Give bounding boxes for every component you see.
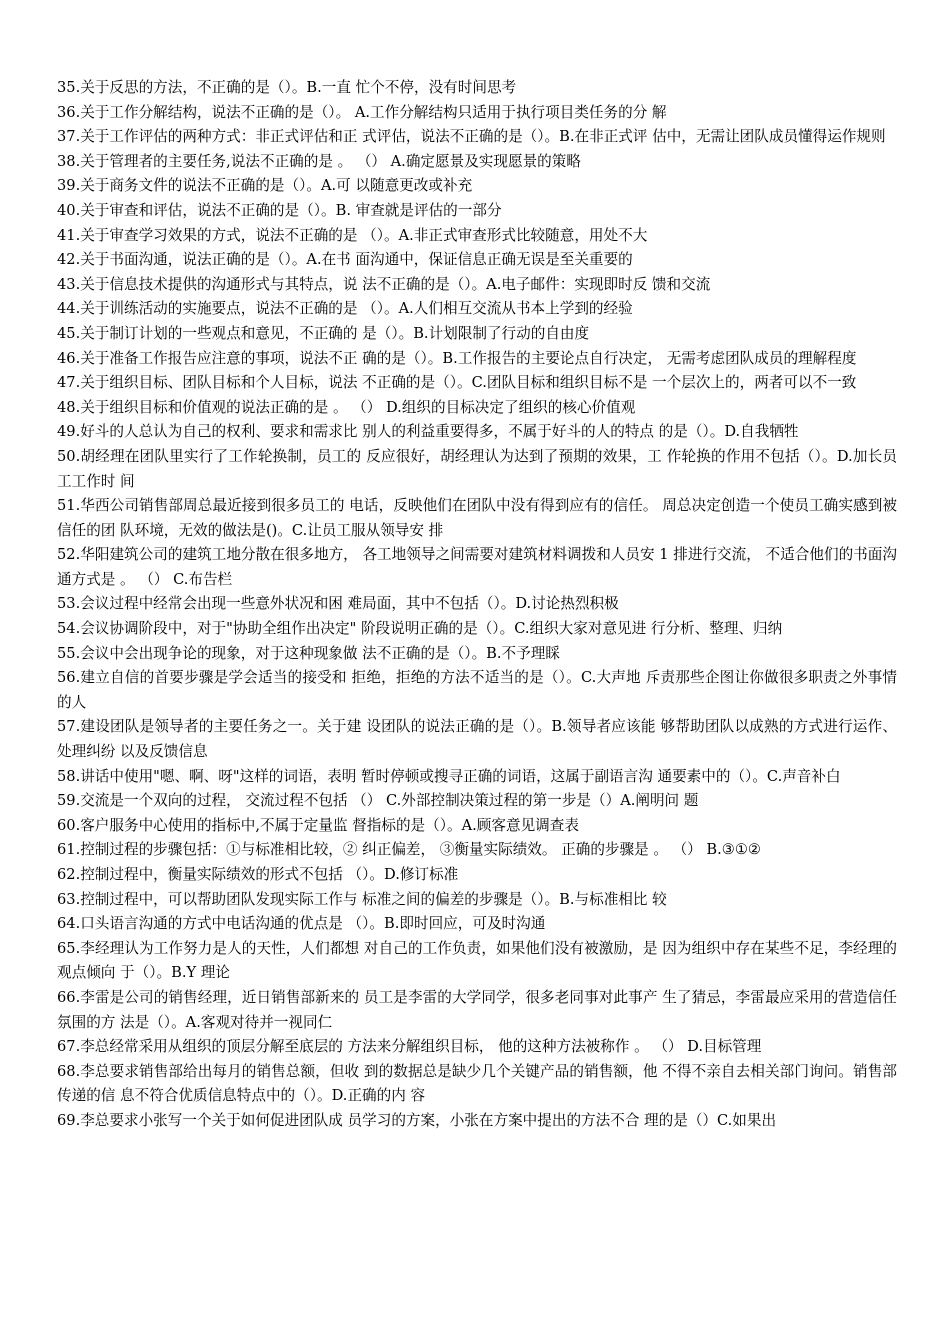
question-list [57,76,897,1134]
question-item: 48.关于组织目标和价值观的说法正确的是 。 （） D.组织的目标决定了组织的核心价值观 [57,398,636,416]
question-item: 45.关于制订计划的一些观点和意见，不正确的 是（）。B.计划限制了行动的自由度 [57,324,590,342]
question-item: 60.客户服务中心使用的指标中,不属于定量监 督指标的是（）。A.顾客意见调查表 [57,816,579,834]
question-item: 35.关于反思的方法，不正确的是（）。B.一直 忙个不停，没有时间思考 [57,79,517,96]
question-item: 62.控制过程中，衡量实际绩效的形式不包括 （）。D.修订标准 [57,866,459,883]
question-item: 44.关于训练活动的实施要点，说法不正确的是 （）。A.人们相互交流从书本上学到的经验 [57,300,633,318]
question-item: 39.关于商务文件的说法不正确的是（）。A.可 以随意更改或补充 [57,177,473,195]
question-item: 40.关于审查和评估，说法不正确的是（）。B. 审查就是评估的一部分 [57,201,502,219]
question-item: 68.李总要求销售部给出每月的销售总额，但收 到的数据总是缺少几个关键产品的销售额，他 不得不亲自去相关部门询问。销售部传递的信 息不符合优质信息特点中的（）。D.正确的内 容 [57,1062,897,1105]
question-item: 66.李雷是公司的销售经理，近日销售部新来的 员工是李雷的大学同学，很多老同事对此事产 生了猜忌，李雷最应采用的营造信任氛围的方 法是（）。A.客观对待并一视同仁 [57,988,897,1031]
question-item: 65.李经理认为工作努力是人的天性，人们都想 对自己的工作负责，如果他们没有被激励，是 因为组织中存在某些不足，李经理的观点倾向 于（）。B.Y 理论 [57,939,897,982]
question-item: 37.关于工作评估的两种方式：非正式评估和正 式评估，说法不正确的是（）。B.在非正式评 估中，无需让团队成员懂得运作规则 [57,128,886,146]
question-item: 36.关于工作分解结构，说法不正确的是（）。 A.工作分解结构只适用于执行项目类任务的分 解 [57,103,667,121]
question-item: 47.关于组织目标、团队目标和个人目标，说法 不正确的是（）。C.团队目标和组织目标不是 一个层次上的，两者可以不一致 [57,374,857,392]
question-item: 64.口头语言沟通的方式中电话沟通的优点是 （）。B.即时回应，可及时沟通 [57,915,546,933]
question-item: 53.会议过程中经常会出现一些意外状况和困 难局面，其中不包括（）。D.讨论热烈积极 [57,595,619,613]
question-item: 58.讲话中使用"嗯、啊、呀"这样的词语，表明 暂时停顿或搜寻正确的词语，这属于副语言沟 通要素中的（）。C.声音补白 [57,767,841,785]
question-item: 69.李总要求小张写一个关于如何促进团队成 员学习的方案，小张在方案中提出的方法不合 理的是（）C.如果出 [57,1111,777,1129]
question-item: 61.控制过程的步骤包括：①与标准相比较，② 纠正偏差， ③衡量实际绩效。 正确的步骤是 。 （） B.③①② [57,841,762,859]
question-item: 54.会议协调阶段中，对于"协助全组作出决定" 阶段说明正确的是（）。C.组织大家对意见进 行分析、整理、归纳 [57,620,783,638]
question-item: 55.会议中会出现争论的现象，对于这种现象做 法不正确的是（）。B.不予理睬 [57,644,560,662]
question-item: 59.交流是一个双向的过程， 交流过程不包括 （） C.外部控制决策过程的第一步是（）A.阐明问 题 [57,792,699,810]
question-item: 67.李总经常采用从组织的顶层分解至底层的 方法来分解组织目标， 他的这种方法被称作 。 （） D.目标管理 [57,1038,762,1056]
question-item: 41.关于审查学习效果的方式，说法不正确的是 （）。A.非正式审查形式比较随意，用处不大 [57,226,648,244]
question-item: 49.好斗的人总认为自己的权利、要求和需求比 别人的利益重要得多，不属于好斗的人的特点 的是（）。D.自我牺牲 [57,423,799,441]
question-item: 46.关于准备工作报告应注意的事项，说法不正 确的是（）。B.工作报告的主要论点自行决定， 无需考虑团队成员的理解程度 [57,349,857,367]
question-item: 42.关于书面沟通，说法正确的是（）。A.在书 面沟通中，保证信息正确无误是至关重要的 [57,251,633,269]
question-item: 43.关于信息技术提供的沟通形式与其特点，说 法不正确的是（）。A.电子邮件：实现即时反 馈和交流 [57,275,711,293]
question-item: 56.建立自信的首要步骤是学会适当的接受和 拒绝，拒绝的方法不适当的是（）。C.大声地 斥责那些企图让你做很多职责之外事情的人 [57,669,897,711]
question-item: 51.华西公司销售部周总最近接到很多员工的 电话，反映他们在团队中没有得到应有的信任。 周总决定创造一个使员工确实感到被信任的团 队环境，无效的做法是()。C.让员工服从领导安 排 [57,497,897,539]
question-item: 52.华阳建筑公司的建筑工地分散在很多地方， 各工地领导之间需要对建筑材料调拨和人员安 1 排进行交流， 不适合他们的书面沟通方式是 。 （） C.布告栏 [57,546,897,588]
question-item: 50.胡经理在团队里实行了工作轮换制，员工的 反应很好，胡经理认为达到了预期的效果，工 作轮换的作用不包括（）。D.加长员工工作时 间 [57,447,897,490]
question-item: 57.建设团队是领导者的主要任务之一。关于建 设团队的说法正确的是（）。B.领导者应该能 够帮助团队以成熟的方式进行运作、处理纠纷 以及反馈信息 [57,718,897,761]
question-item: 38.关于管理者的主要任务,说法不正确的是 。 （） A.确定愿景及实现愿景的策略 [57,152,581,170]
question-item: 63.控制过程中，可以帮助团队发现实际工作与 标准之间的偏差的步骤是（）。B.与标准相比 较 [57,890,667,908]
